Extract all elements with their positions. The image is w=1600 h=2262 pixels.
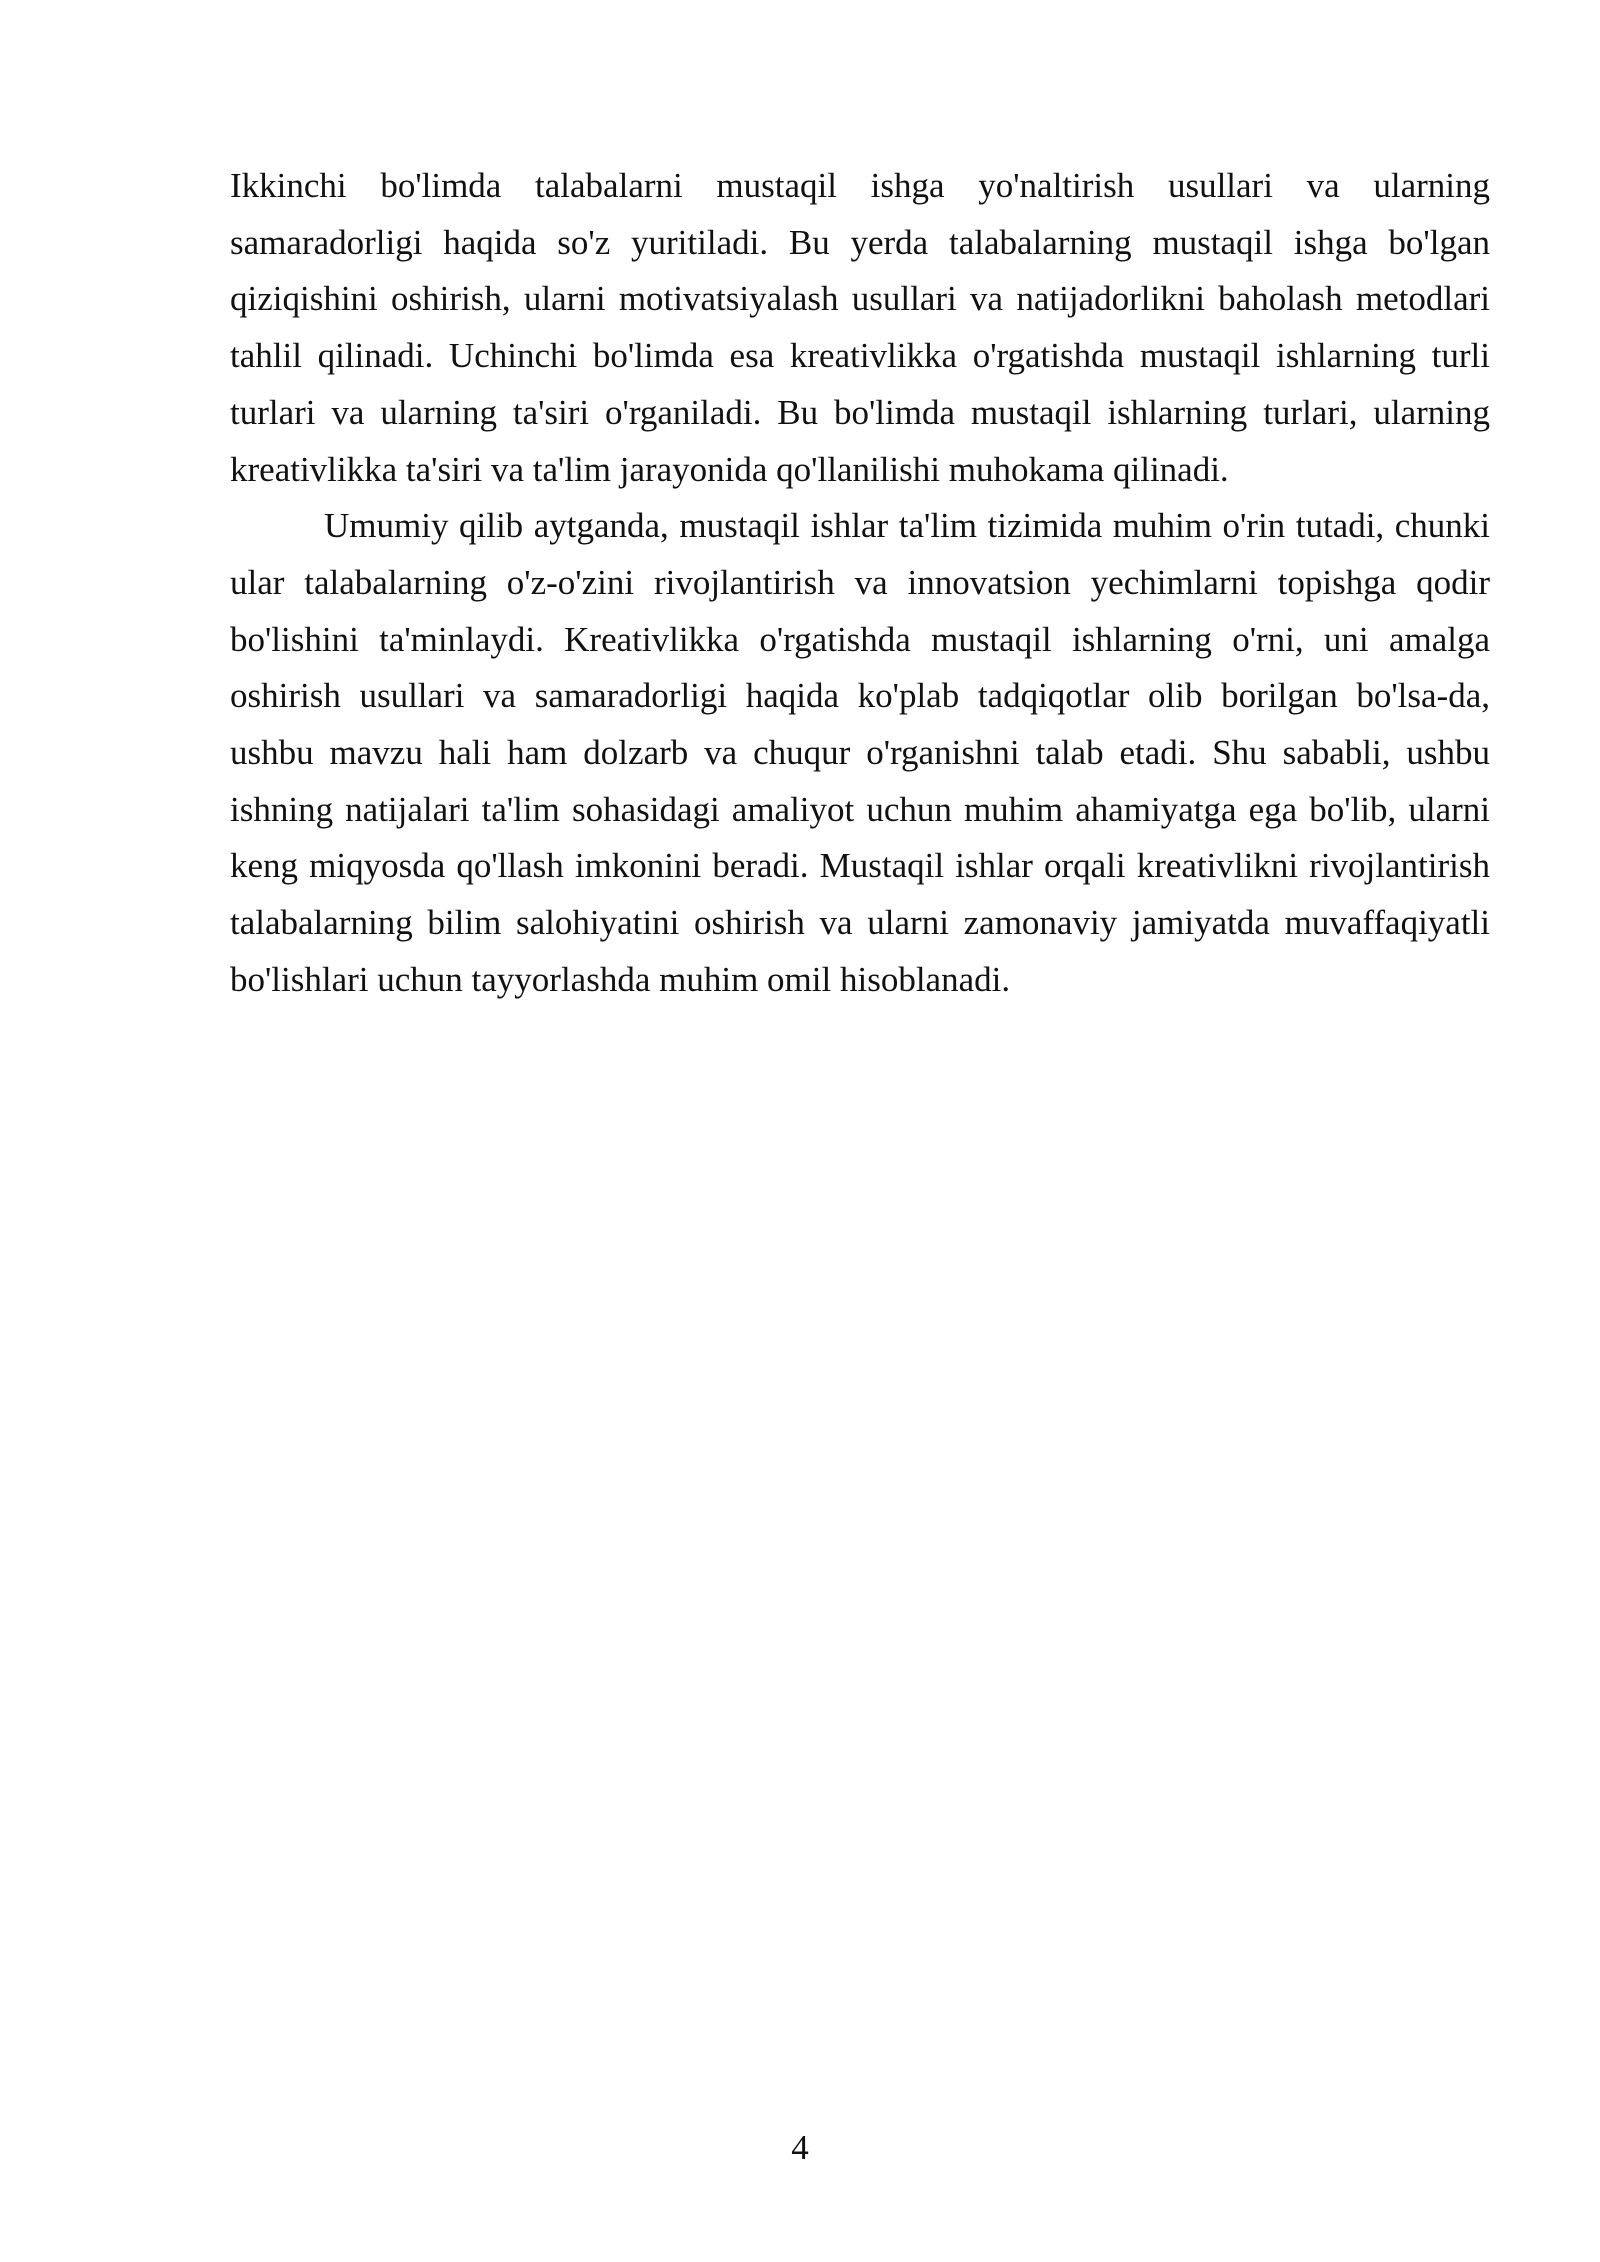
paragraph-summary: Umumiy qilib aytganda, mustaqil ishlar ta'lim tizimida muhim o'rin tutadi, chunki ular talabalarning o'z-o'zini rivojlantirish va innovatsion yechimlarni topishga qodir bo'lishini ta'minlaydi. Kreativlikka o'rgatishda mustaqil ishlarning o'rni, uni amalga oshirish usullari va samaradorligi haqida ko'plab tadqiqotlar olib borilgan bo'lsa-da, ushbu mavzu hali ham dolzarb va chuqur o'rganishni talab etadi. Shu sababli, ushbu ishning natijalari ta'lim sohasidagi amaliyot uchun muhim ahamiyatga ega bo'lib, ularni keng miqyosda qo'llash imkonini beradi. Mustaqil ishlar orqali kreativlikni rivojlantirish talabalarning bilim salohiyatini oshirish va ularni zamonaviy jamiyatda muvaffaqiyatli bo'lishlari uchun tayyorlashda muhim omil hisoblanadi. — [230, 506, 1490, 999]
paragraph-continuation: Ikkinchi bo'limda talabalarni mustaqil ishga yo'naltirish usullari va ularning samaradorligi haqida so'z yuritiladi. Bu yerda talabalarning mustaqil ishga bo'lgan qiziqishini oshirish, ularni motivatsiyalash usullari va natijadorlikni baholash metodlari tahlil qilinadi. Uchinchi bo'limda esa kreativlikka o'rgatishda mustaqil ishlarning turli turlari va ularning ta'siri o'rganiladi. Bu bo'limda mustaqil ishlarning turlari, ularning kreativlikka ta'siri va ta'lim jarayonida qo'llanilishi muhokama qilinadi. — [230, 166, 1490, 489]
page-number: 4 — [791, 2128, 809, 2167]
body-text — [230, 158, 1490, 1009]
